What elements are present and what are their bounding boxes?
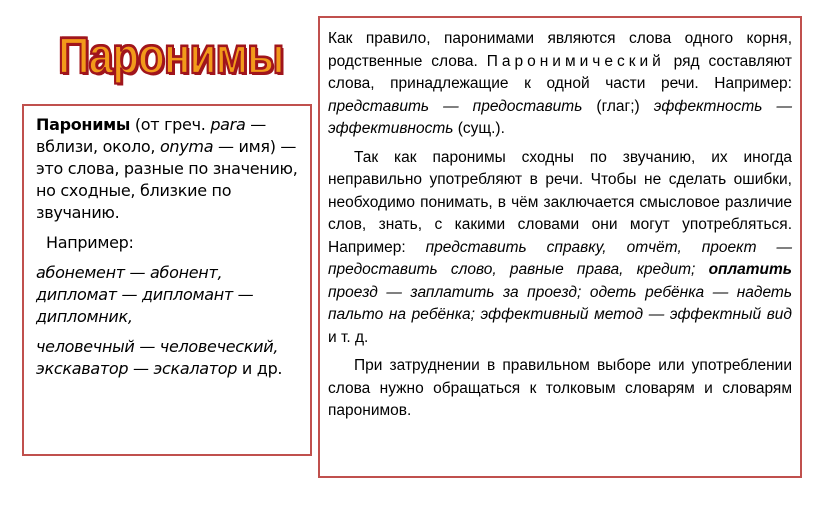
explanation-paragraph-1 [328, 28, 792, 141]
paragraph-text: (сущ.). [453, 120, 505, 137]
example-label: Например: [46, 233, 134, 252]
greek-para: para [210, 115, 246, 134]
paragraph-text: (глаг;) [582, 97, 654, 115]
paragraph-text: Как правило, паронимами являются слова одного корня, родственные слова. [328, 30, 792, 70]
examples-tail: и др. [237, 359, 283, 378]
paragraph-text: и т. д. [328, 328, 369, 346]
example-italic: проезд — заплатить за проезд; одеть ребёнка — надеть пальто на ребёнка; эффективный метод — эффектный вид [328, 283, 792, 323]
example-italic: представить — предоставить [328, 97, 583, 115]
explanation-paragraph-3: При затруднении в правильном выборе или употреблении слова нужно обращаться к толковым словарям и словарям паронимов. [328, 357, 792, 419]
examples-line-2 [36, 336, 300, 380]
definition-text: — имя) — это слова, разные по значению, но сходные, близкие по звучанию. [36, 137, 298, 222]
examples-italic: человечный — человеческий, экскаватор — эскалатор [36, 337, 279, 378]
example-bold-italic: оплатить [708, 261, 792, 278]
definition-text: — вблизи, около, [36, 115, 266, 156]
term-bold: Паронимы [36, 115, 131, 134]
greek-onyma: onyma [159, 137, 214, 156]
example-italic: эффектность — эффективность [328, 97, 792, 137]
explanation-paragraph-2 [328, 147, 792, 350]
examples-italic: абонемент — абонент, дипломат — дипломант — дипломник, [36, 263, 254, 326]
paragraph-text: ряд составляют слова, принадлежащие к одной части речи. Например: [328, 52, 792, 92]
example-italic: представить справку, отчёт, проект — предоставить слово, равные права, кредит; [328, 238, 793, 278]
definition-text: (от греч. [130, 115, 211, 134]
examples-line-1 [36, 262, 300, 328]
slide-title: Паронимы [58, 28, 284, 85]
definition-paragraph [36, 114, 300, 224]
explanation-box [318, 16, 802, 478]
paragraph-text: Так как паронимы сходны по звучанию, их иногда неправильно употребляют в речи. Чтобы не сделать ошибки, необходимо понимать, в чём заключается смысловое различие слов, знать, с какими словами они могут употребляться. Например: [328, 148, 792, 256]
definition-box [22, 104, 312, 456]
spaced-word: Паронимический [486, 52, 665, 70]
